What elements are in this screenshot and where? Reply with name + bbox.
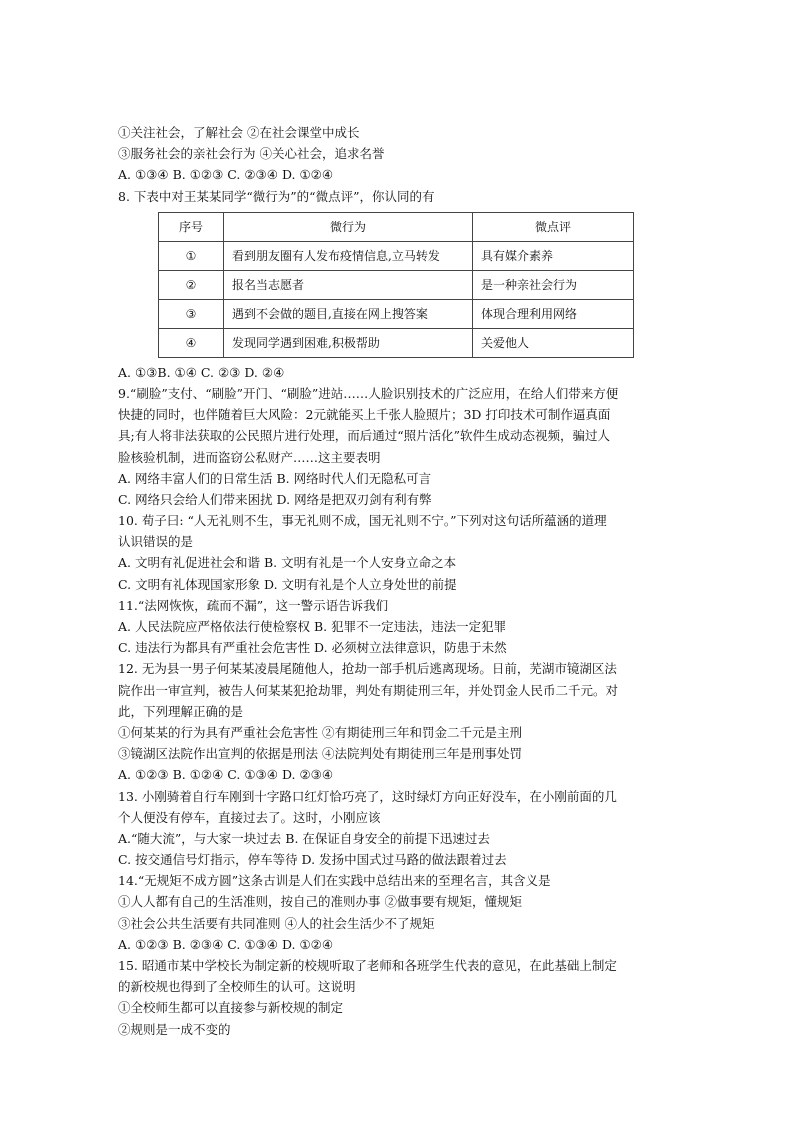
table-row <box>159 270 634 299</box>
text-line: 9.“刷脸”支付、“刷脸”开门、“刷脸”进站……人脸识别技术的广泛应用，在给人们带来方便 <box>118 385 619 401</box>
table-cell: ② <box>159 270 224 299</box>
table-cell: ③ <box>159 299 224 328</box>
question-8-stem: 8. 下表中对王某某同学“微行为”的“微点评”，你认同的有 <box>118 188 435 204</box>
table-cell: 遇到不会做的题目,直接在网上搜答案 <box>224 299 473 328</box>
text-line: 15. 昭通市某中学校长为制定新的校规听取了老师和各班学生代表的意见，在此基础上制定 <box>118 958 617 973</box>
table-header: 微点评 <box>473 212 634 241</box>
table-cell: 发现同学遇到困难,积极帮助 <box>224 328 473 357</box>
table-header: 序号 <box>159 212 224 241</box>
exam-page <box>118 122 688 1040</box>
table-row <box>159 299 634 328</box>
text-line: A. ①③④ B. ①②③ C. ②③④ D. ①②④ <box>118 167 334 183</box>
text-line: ③镜湖区法院作出宣判的依据是刑法 ④法院判处有期徒刑三年是刑事处罚 <box>118 746 522 762</box>
text-line: 个人便没有停车，直接过去了。这时，小刚应该 <box>118 809 381 825</box>
q7-options-block <box>118 122 688 207</box>
table-cell: 看到朋友圈有人发布疫情信息,立马转发 <box>224 241 473 270</box>
text-line: A.“随大流”，与大家一块过去 B. 在保证自身安全的前提下迅速过去 <box>118 830 490 846</box>
text-line: 脸核验机制，进而盗窃公私财产……这主要表明 <box>118 449 381 465</box>
text-line: 此，下列理解正确的是 <box>118 703 244 719</box>
text-line: 认识错误的是 <box>118 534 194 550</box>
text-line: A. ①③B. ①④ C. ②③ D. ②④ <box>118 364 285 380</box>
text-line: A. ①②③ B. ②③④ C. ①③④ D. ①②④ <box>118 936 334 952</box>
text-line: 的新校规也得到了全校师生的认可。这说明 <box>118 979 356 995</box>
text-line: A. 人民法院应严格依法行使检察权 B. 犯罪不一定违法，违法一定犯罪 <box>118 619 507 634</box>
text-line: 院作出一审宣判，被告人何某某犯抢劫罪，判处有期徒刑三年，并处罚金人民币二千元。对 <box>118 682 619 698</box>
table-header: 微行为 <box>224 212 473 241</box>
table-row <box>159 328 634 357</box>
text-line: ③社会公共生活要有共同准则 ④人的社会生活少不了规矩 <box>118 915 435 931</box>
text-line: 11.“法网恢恢，疏而不漏”，这一警示语告诉我们 <box>118 597 389 613</box>
table-row <box>159 241 634 270</box>
text-line: ①何某某的行为具有严重社会危害性 ②有期徒刑三年和罚金二千元是主刑 <box>118 724 522 740</box>
text-line: C. 按交通信号灯指示，停车等待 D. 发扬中国式过马路的做法跟着过去 <box>118 852 507 868</box>
text-line: 13. 小刚骑着自行车刚到十字路口红灯恰巧亮了，这时绿灯方向正好没车，在小刚前面的几 <box>118 788 617 804</box>
text-line: 12. 无为县一男子何某某凌晨尾随他人，抢劫一部手机后逃离现场。日前，芜湖市镜湖区法 <box>118 661 617 677</box>
text-line: C. 网络只会给人们带来困扰 D. 网络是把双刃剑有利有弊 <box>118 491 432 507</box>
table-cell: ① <box>159 241 224 270</box>
text-line: 具;有人将非法获取的公民照片进行处理，而后通过“照片活化”软件生成动态视频，骗过人 <box>118 428 610 444</box>
text-line: ③服务社会的亲社会行为 ④关心社会，追求名誉 <box>118 146 385 162</box>
table-cell: 关爱他人 <box>473 328 634 357</box>
q8-table <box>158 212 634 358</box>
text-line: A. ①②③ B. ①②④ C. ①③④ D. ②③④ <box>118 767 334 783</box>
text-line: C. 违法行为都具有严重社会危害性 D. 必须树立法律意识，防患于未然 <box>118 640 507 656</box>
text-line: 10. 荀子曰: “人无礼则不生，事无礼则不成，国无礼则不宁。”下列对这句话所蕴涵的道理 <box>118 513 607 529</box>
text-line: C. 文明有礼体现国家形象 D. 文明有礼是个人立身处世的前提 <box>118 576 457 592</box>
text-line: ①人人都有自己的生活准则，按自己的准则办事 ②做事要有规矩，懂规矩 <box>118 894 522 910</box>
table-cell: 具有媒介素养 <box>473 241 634 270</box>
table-cell: 报名当志愿者 <box>224 270 473 299</box>
text-line: A. 文明有礼促进社会和谐 B. 文明有礼是一个人安身立命之本 <box>118 555 457 571</box>
table-cell: 体现合理利用网络 <box>473 299 634 328</box>
questions-block <box>118 362 688 1040</box>
text-line: ①全校师生都可以直接参与新校规的制定 <box>118 1000 344 1016</box>
text-line: 快捷的同时，也伴随着巨大风险：2元就能买上千张人脸照片；3D 打印技术可制作逼真面 <box>118 407 611 423</box>
text-line: ②规则是一成不变的 <box>118 1021 231 1037</box>
text-line: A. 网络丰富人们的日常生活 B. 网络时代人们无隐私可言 <box>118 470 432 486</box>
text-line: 14.“无规矩不成方圆”这条古训是人们在实践中总结出来的至理名言，其含义是 <box>118 873 551 889</box>
table-header-row <box>159 212 634 241</box>
table-cell: 是一种亲社会行为 <box>473 270 634 299</box>
text-line: ①关注社会，了解社会 ②在社会课堂中成长 <box>118 125 360 140</box>
table-cell: ④ <box>159 328 224 357</box>
